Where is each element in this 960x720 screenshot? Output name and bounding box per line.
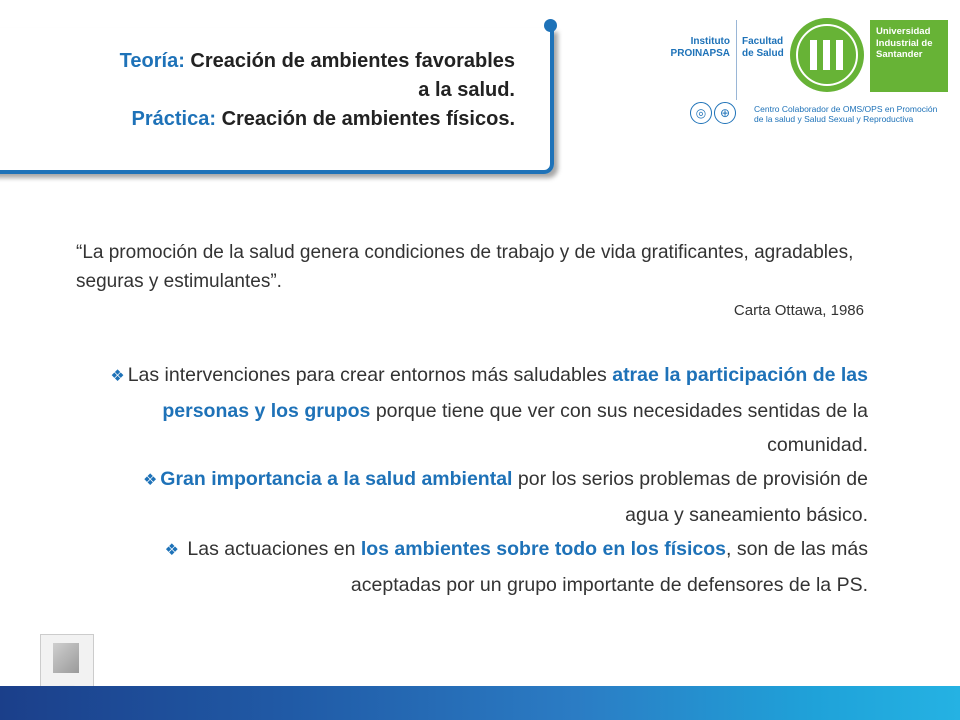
- faculty-logo: [742, 36, 792, 60]
- practice-text: Creación de ambientes físicos.: [221, 108, 515, 130]
- who-collab-text: [754, 104, 954, 124]
- bullet-text: Las actuaciones en: [181, 538, 361, 560]
- theory-label: Teoría:: [119, 50, 185, 72]
- slide-title: [120, 47, 515, 134]
- bullet-highlight: Gran importancia a la salud ambiental: [160, 468, 513, 490]
- theory-line1: Creación de ambientes favorables: [190, 50, 515, 72]
- bullet-item: [110, 532, 868, 602]
- bullet-item: [110, 358, 868, 462]
- quote-source: Carta Ottawa, 1986: [733, 302, 864, 319]
- who-emblems: [690, 102, 738, 124]
- practice-label: Práctica:: [131, 108, 216, 130]
- bullet-list: [110, 358, 868, 602]
- diamond-bullet-icon: ❖: [164, 542, 179, 559]
- footer-band: [0, 686, 960, 720]
- accreditation-seal: [40, 634, 94, 694]
- faculty-line2: de Salud: [742, 48, 784, 59]
- who-line1: Centro Colaborador de OMS/OPS en Promoción: [754, 104, 938, 114]
- logo-header: [660, 18, 950, 138]
- uis-name-box: [870, 20, 948, 92]
- uis-emblem-icon: [790, 18, 864, 92]
- who-line2: de la salud y Salud Sexual y Reproductiva: [754, 114, 914, 124]
- diamond-bullet-icon: ❖: [110, 368, 125, 385]
- theory-line2: a la salud.: [418, 79, 515, 101]
- bullet-text: porque tiene que ver con sus necesidades sentidas de la comunidad.: [370, 400, 868, 456]
- bullet-text: , son de las más aceptadas por un grupo importante de defensores de la PS.: [350, 538, 868, 596]
- paho-globe-icon: ◎: [690, 102, 712, 124]
- bullet-highlight: atrae la participación de las personas y los grupos: [162, 364, 868, 422]
- bullet-highlight: los ambientes sobre todo en los físicos: [360, 538, 727, 560]
- who-globe-icon: ⊕: [714, 102, 736, 124]
- institute-line1: Instituto: [690, 36, 730, 47]
- bullet-text: por los serios problemas de provisión de agua y saneamiento básico.: [512, 468, 868, 526]
- logo-divider: [736, 20, 737, 100]
- title-frame-dot: [544, 19, 557, 32]
- accreditation-emblem-icon: [53, 643, 79, 673]
- institute-line2: PROINAPSA: [670, 48, 730, 59]
- university-line2: Industrial de: [876, 37, 933, 49]
- bullet-item: [110, 462, 868, 532]
- ottawa-quote: “La promoción de la salud genera condiciones de trabajo y de vida gratificantes, agradables, seguras y estimulantes”.: [76, 242, 854, 292]
- university-line3: Santander: [876, 49, 923, 60]
- faculty-line1: Facultad: [742, 36, 784, 47]
- diamond-bullet-icon: ❖: [142, 472, 158, 489]
- proinapsa-logo: [660, 36, 730, 60]
- bullet-text: Las intervenciones para crear entornos más saludables: [127, 364, 613, 386]
- university-line1: Universidad: [876, 26, 931, 37]
